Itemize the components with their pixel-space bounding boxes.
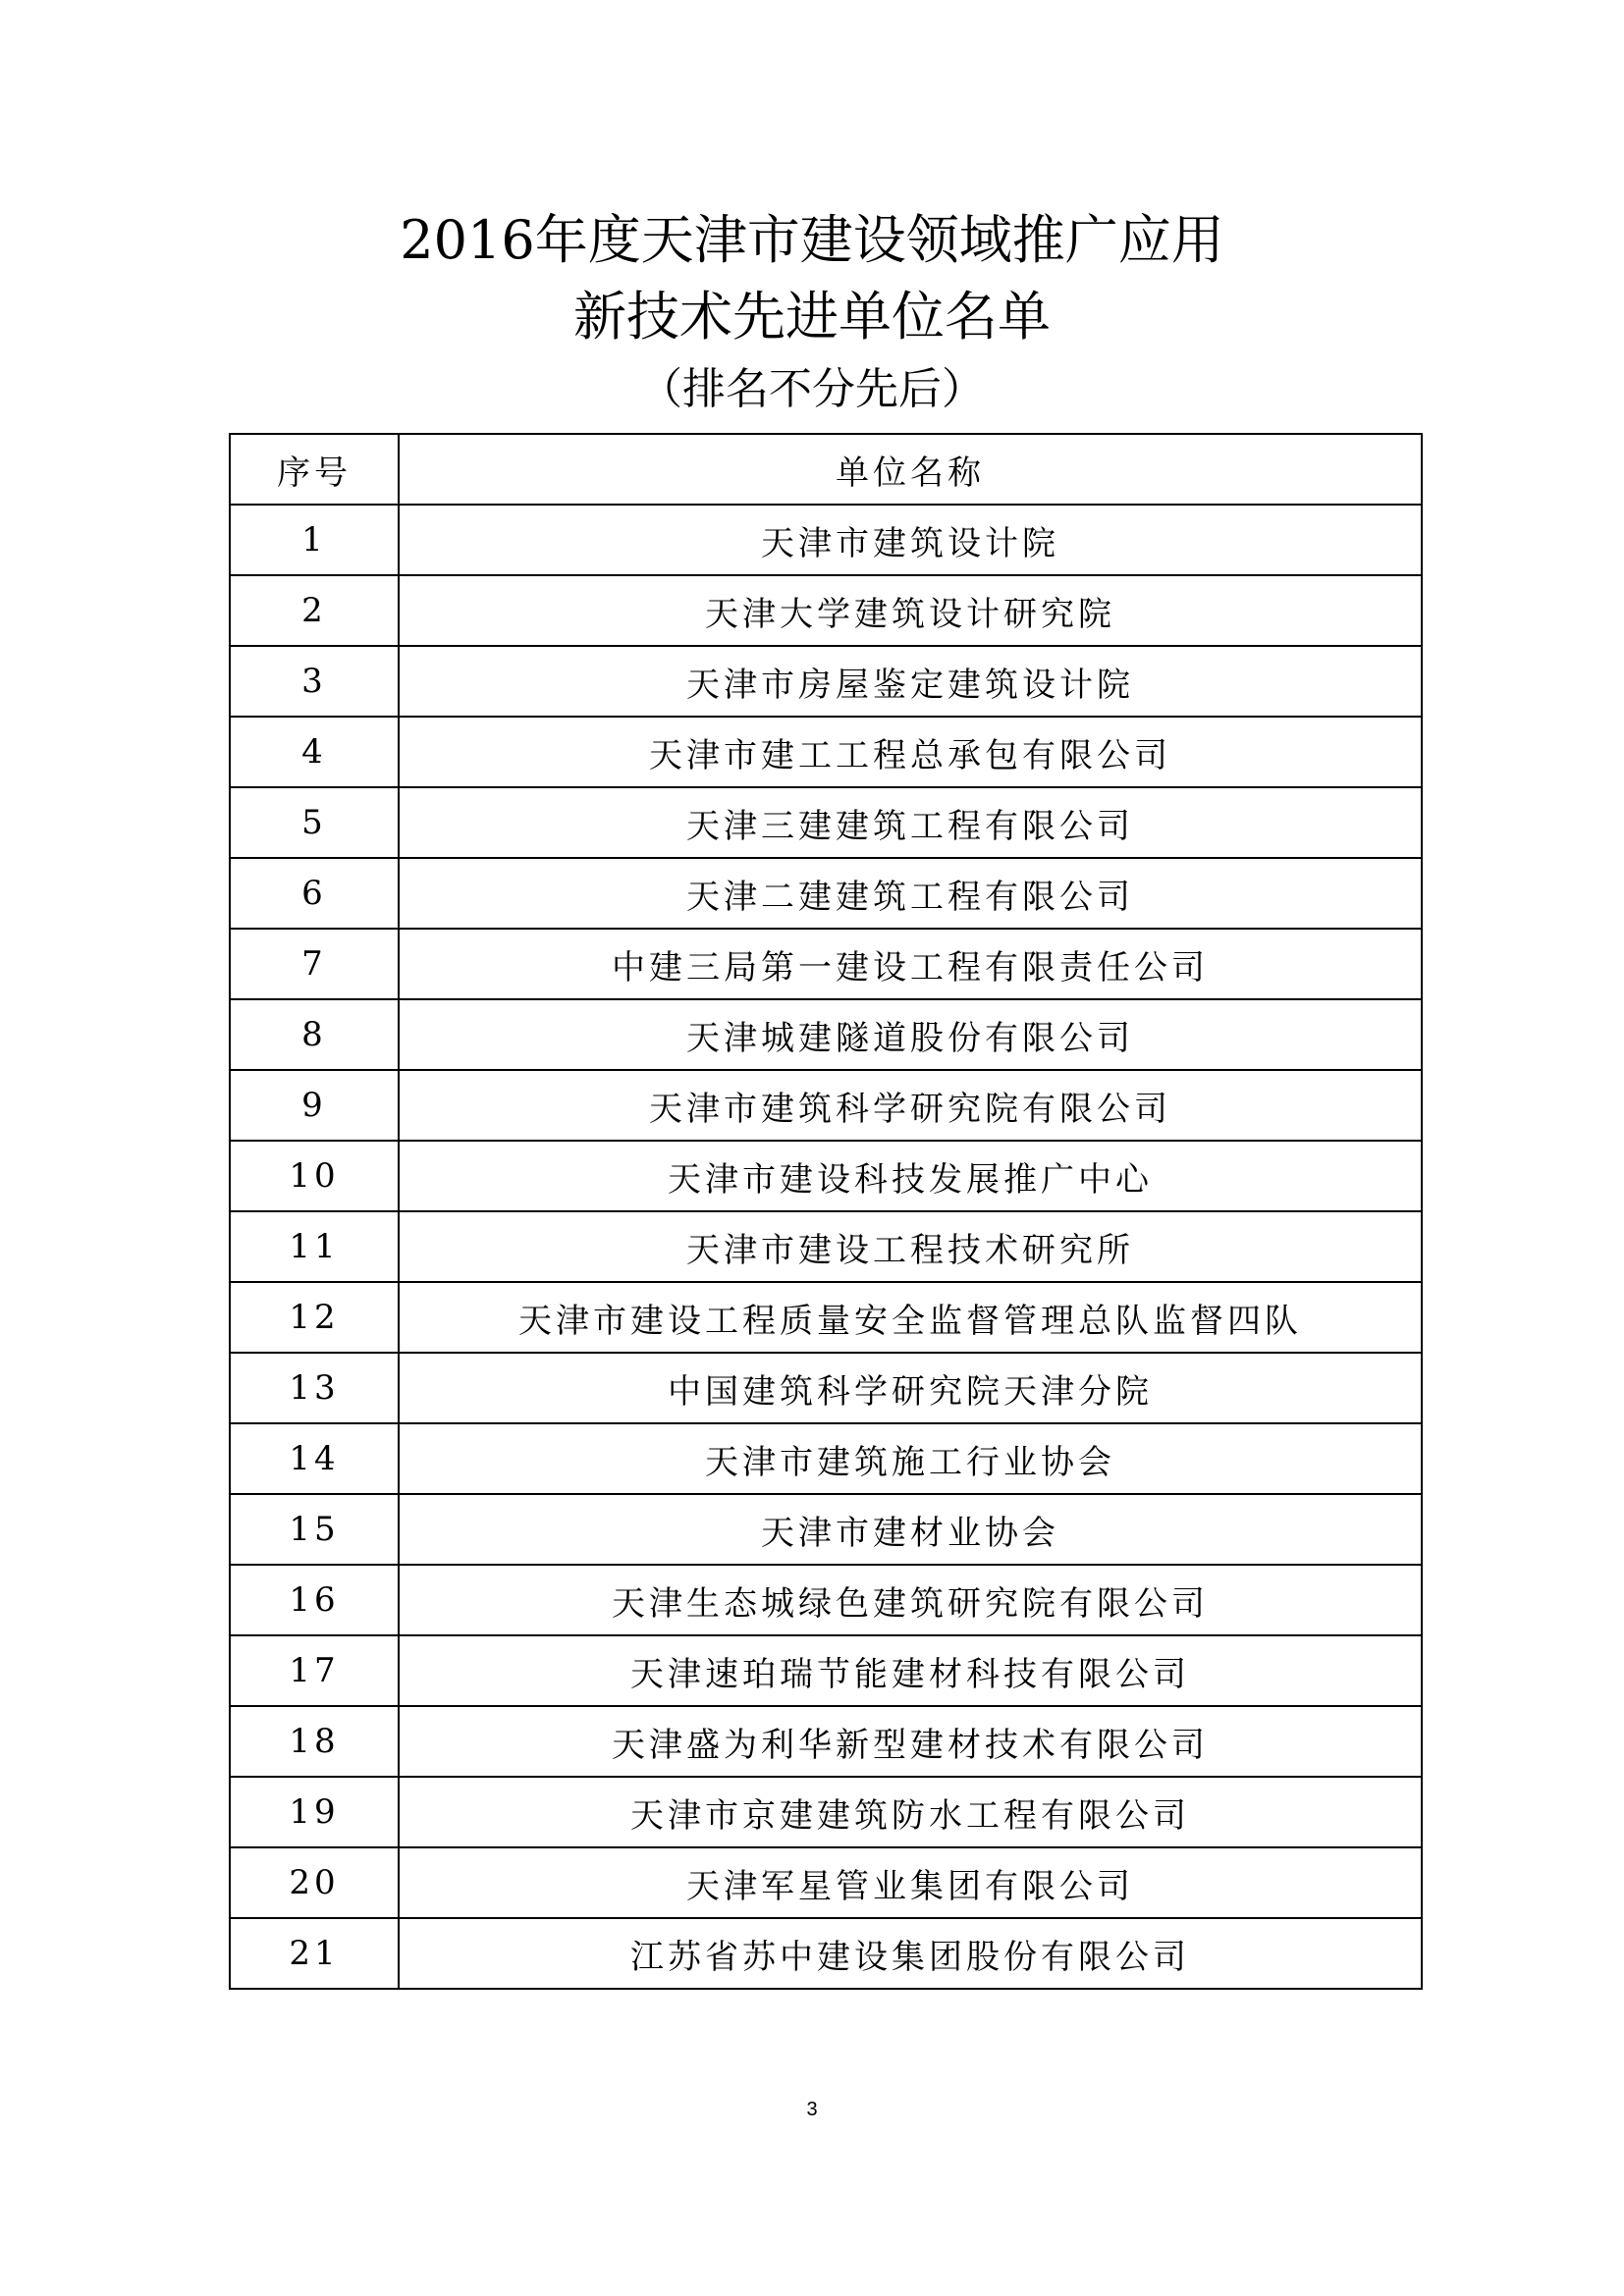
unit-name-cell: 中建三局第一建设工程有限责任公司 (399, 929, 1422, 999)
unit-name-cell: 天津二建建筑工程有限公司 (399, 858, 1422, 929)
serial-number-cell: 12 (230, 1282, 399, 1353)
serial-number-cell: 20 (230, 1847, 399, 1918)
serial-number-cell: 17 (230, 1635, 399, 1706)
unit-name-cell: 天津军星管业集团有限公司 (399, 1847, 1422, 1918)
table-row (230, 1706, 1422, 1777)
unit-name-cell: 天津城建隧道股份有限公司 (399, 999, 1422, 1070)
serial-number-cell: 15 (230, 1494, 399, 1565)
unit-list-table (229, 433, 1423, 1990)
serial-number-cell: 5 (230, 787, 399, 858)
unit-name-cell: 天津市京建建筑防水工程有限公司 (399, 1777, 1422, 1847)
unit-name-cell: 天津市建筑设计院 (399, 505, 1422, 575)
serial-number-cell: 2 (230, 575, 399, 646)
table-row (230, 1423, 1422, 1494)
serial-number-cell: 7 (230, 929, 399, 999)
serial-number-cell: 4 (230, 717, 399, 787)
table-row (230, 858, 1422, 929)
serial-number-cell: 14 (230, 1423, 399, 1494)
unit-name-cell: 天津市房屋鉴定建筑设计院 (399, 646, 1422, 717)
table-row (230, 929, 1422, 999)
unit-name-cell: 天津盛为利华新型建材技术有限公司 (399, 1706, 1422, 1777)
unit-name-cell: 天津生态城绿色建筑研究院有限公司 (399, 1565, 1422, 1635)
unit-name-cell: 天津市建设工程质量安全监督管理总队监督四队 (399, 1282, 1422, 1353)
serial-number-cell: 1 (230, 505, 399, 575)
table-header-row (230, 434, 1422, 505)
serial-number-cell: 19 (230, 1777, 399, 1847)
table-row (230, 1565, 1422, 1635)
document-title-line1: 2016年度天津市建设领域推广应用 (400, 209, 1224, 271)
table-row (230, 1282, 1422, 1353)
table-row (230, 1211, 1422, 1282)
serial-number-cell: 9 (230, 1070, 399, 1141)
table-row (230, 1141, 1422, 1211)
unit-name-cell: 天津三建建筑工程有限公司 (399, 787, 1422, 858)
serial-number-cell: 21 (230, 1918, 399, 1989)
table-row (230, 1494, 1422, 1565)
unit-name-cell: 中国建筑科学研究院天津分院 (399, 1353, 1422, 1423)
unit-name-cell: 天津大学建筑设计研究院 (399, 575, 1422, 646)
unit-name-cell: 天津市建筑科学研究院有限公司 (399, 1070, 1422, 1141)
table-row (230, 1353, 1422, 1423)
document-title-line2: 新技术先进单位名单 (573, 286, 1051, 347)
table-row (230, 1918, 1422, 1989)
serial-number-cell: 11 (230, 1211, 399, 1282)
unit-name-cell: 天津市建工工程总承包有限公司 (399, 717, 1422, 787)
table-row (230, 505, 1422, 575)
unit-name-cell: 天津市建设工程技术研究所 (399, 1211, 1422, 1282)
serial-number-cell: 3 (230, 646, 399, 717)
table-row (230, 787, 1422, 858)
serial-number-cell: 6 (230, 858, 399, 929)
table-row (230, 1070, 1422, 1141)
document-subtitle: （排名不分先后） (639, 364, 985, 414)
table-row (230, 717, 1422, 787)
header-serial-number: 序号 (230, 434, 399, 505)
table-row (230, 1847, 1422, 1918)
header-unit-name: 单位名称 (399, 434, 1422, 505)
serial-number-cell: 18 (230, 1706, 399, 1777)
page-number: 3 (806, 2099, 818, 2120)
unit-name-cell: 天津市建设科技发展推广中心 (399, 1141, 1422, 1211)
table-row (230, 1635, 1422, 1706)
serial-number-cell: 13 (230, 1353, 399, 1423)
unit-name-cell: 江苏省苏中建设集团股份有限公司 (399, 1918, 1422, 1989)
unit-name-cell: 天津市建材业协会 (399, 1494, 1422, 1565)
table-row (230, 1777, 1422, 1847)
unit-name-cell: 天津速珀瑞节能建材科技有限公司 (399, 1635, 1422, 1706)
unit-name-cell: 天津市建筑施工行业协会 (399, 1423, 1422, 1494)
serial-number-cell: 10 (230, 1141, 399, 1211)
serial-number-cell: 16 (230, 1565, 399, 1635)
table-row (230, 999, 1422, 1070)
table-row (230, 575, 1422, 646)
serial-number-cell: 8 (230, 999, 399, 1070)
table-row (230, 646, 1422, 717)
